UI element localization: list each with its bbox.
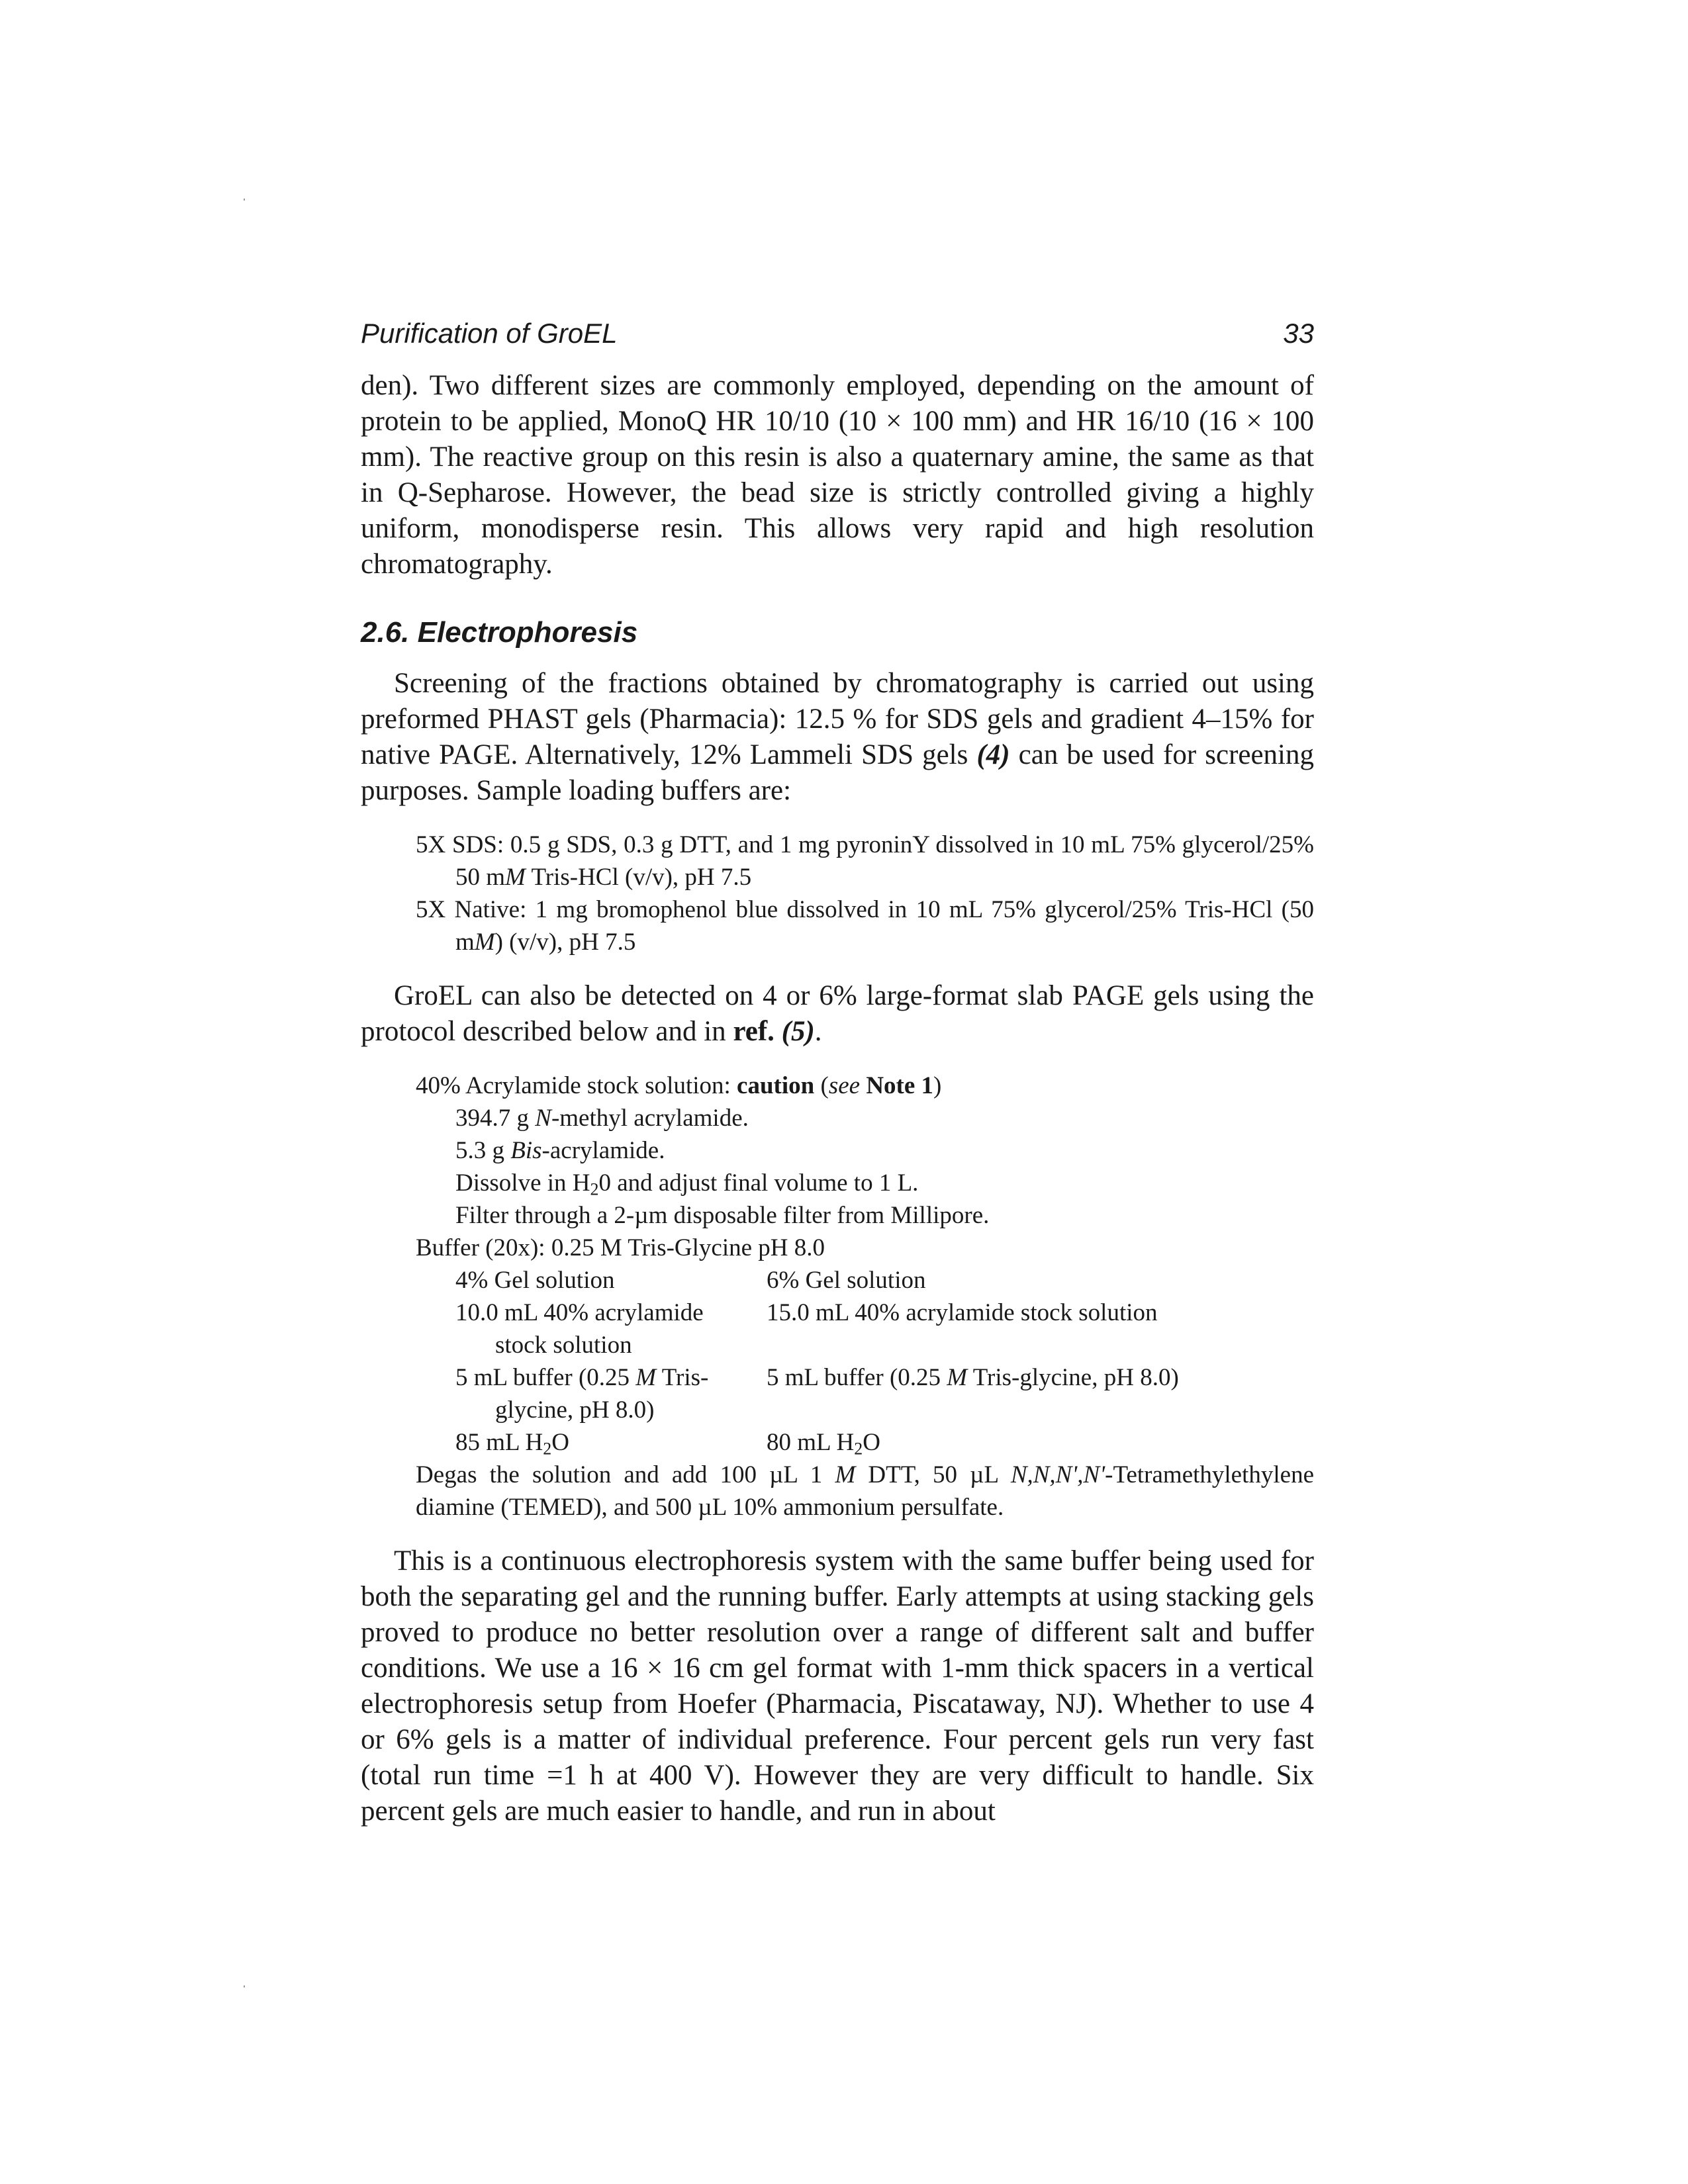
paragraph-text: Screening of the fractions obtained by chromatography is carried out using preformed PHAST gels (Pharmacia): 12.5 % for SDS gels and gradient 4–15% for native PAGE. Alternatively, 12% Lammeli SDS gels [361, 668, 1314, 770]
margin-mark [244, 1985, 245, 1987]
buffer-native: 5X Native: 1 mg bromophenol blue dissolved in 10 mL 75% glycerol/25% Tris-HCl (50 mM) (v/v), pH 7.5 [416, 896, 1314, 956]
paragraph-monoq: den). Two different sizes are commonly employed, depending on the amount of protein to be applied, MonoQ HR 10/10 (10 × 100 mm) and HR 16/10 (16 × 100 mm). The reactive group on this resin is also a quaternary amine, the same as that in Q-Sepharose. However, the bead size is strictly controlled giving a highly uniform, monodisperse resin. This allows very rapid and high resolution chromatography. [361, 370, 1314, 580]
protocol-block [361, 1069, 1314, 1524]
protocol-step: Filter through a 2-µm disposable filter from Millipore. [455, 1202, 990, 1229]
table-cell: 85 mL $H_2O$ [455, 1429, 569, 1459]
reference-link[interactable]: (5) [781, 1016, 815, 1047]
table-cell: 5 mL buffer (0.25 M Tris-glycine, pH 8.0) [767, 1364, 1179, 1391]
paragraph-text: can be used for screening purposes. Sample loading buffers are: [361, 739, 1315, 806]
protocol-step: 394.7 g N-methyl acrylamide. [455, 1105, 749, 1132]
reference-label: ref. [733, 1016, 774, 1047]
page-content [361, 318, 1314, 1829]
table-cell: 15.0 mL 40% acrylamide stock solution [767, 1299, 1158, 1326]
reference-link[interactable]: (4) [976, 739, 1010, 770]
section-heading: 2.6. Electrophoresis [361, 616, 638, 649]
protocol-step: Dissolve in $H_20$ and adjust final volume to 1 L. [455, 1169, 919, 1199]
paragraph-groel-detection: GroEL can also be detected on 4 or 6% large-format slab PAGE gels using the protocol described below and in ref. (5). [361, 980, 1314, 1047]
table-header: 6% Gel solution [767, 1267, 926, 1294]
degas-instruction: Degas the solution and add 100 µL 1 M DTT, 50 µL N,N,N',N'-Tetramethylethylene diamine (TEMED), and 500 µL 10% ammonium persulfate. [416, 1461, 1314, 1521]
buffer-title: Buffer (20x): 0.25 M Tris-Glycine pH 8.0 [416, 1234, 825, 1261]
gel-recipe-table [416, 1264, 1314, 1459]
running-title: Purification of GroEL [361, 318, 618, 349]
paragraph-screening [361, 666, 1314, 809]
table-header: 4% Gel solution [455, 1267, 615, 1294]
running-head [361, 318, 1314, 360]
note-link[interactable]: Note 1 [866, 1072, 934, 1099]
page-number: 33 [1283, 318, 1314, 349]
stock-title: 40% Acrylamide stock solution: caution (see Note 1) [416, 1072, 942, 1099]
table-cell: 5 mL buffer (0.25 M Tris-glycine, pH 8.0) [455, 1364, 709, 1424]
buffer-sds: 5X SDS: 0.5 g SDS, 0.3 g DTT, and 1 mg pyroninY dissolved in 10 mL 75% glycerol/25% 50 mM Tris-HCl (v/v), pH 7.5 [416, 831, 1314, 891]
table-cell: 10.0 mL 40% acrylamide stock solution [455, 1299, 704, 1359]
paragraph-continuous-system: This is a continuous electrophoresis system with the same buffer being used for both the separating gel and the running buffer. Early attempts at using stacking gels proved to produce no better resolution over a range of different salt and buffer conditions. We use a 16 × 16 cm gel format with 1-mm thick spacers in a vertical electrophoresis setup from Hoefer (Pharmacia, Piscataway, NJ). Whether to use 4 or 6% gels is a matter of individual preference. Four percent gels run very fast (total run time =1 h at 400 V). However they are very difficult to handle. Six percent gels are much easier to handle, and run in about [361, 1545, 1314, 1827]
buffer-list [361, 829, 1314, 958]
margin-mark [244, 199, 245, 201]
table-cell: 80 mL $H_2O$ [767, 1429, 880, 1459]
protocol-step: 5.3 g Bis-acrylamide. [455, 1137, 665, 1164]
